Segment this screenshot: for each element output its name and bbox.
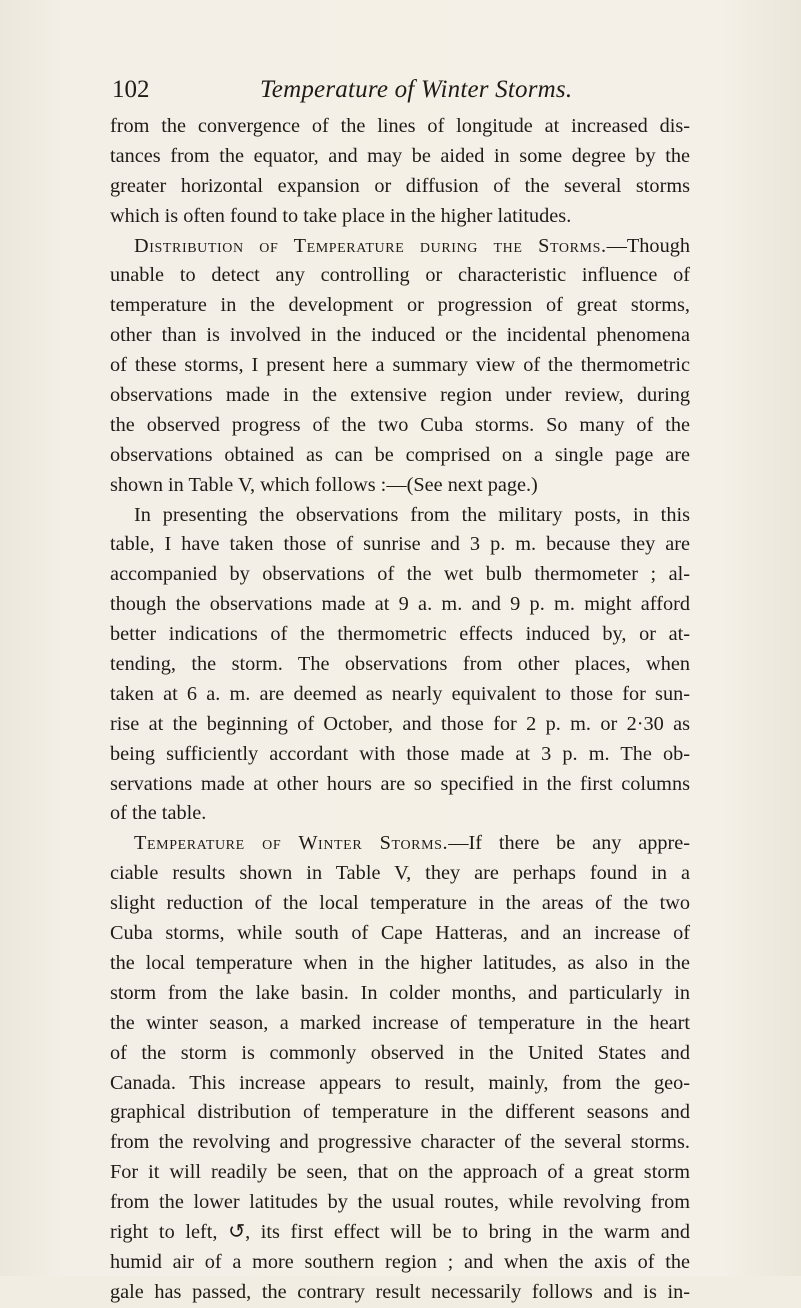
section-heading-distribution: Distribution of Temperature during the Storms. <box>134 234 607 257</box>
text-line: being sufficiently accordant with those made at 3 p. m. The ob- <box>110 742 690 765</box>
text-line: from the lower latitudes by the usual routes, while revolving from <box>110 1191 690 1214</box>
running-title: Temperature of Winter Storms. <box>260 76 573 103</box>
text-line: unable to detect any controlling or characteristic influence of <box>110 264 690 287</box>
text-line: greater horizontal expansion or diffusion of the several storms <box>110 174 690 197</box>
text-line: In presenting the observations from the military posts, in this <box>134 503 690 526</box>
page-header <box>112 76 712 106</box>
text-line: graphical distribution of temperature in the different seasons and <box>110 1101 690 1124</box>
text-line: of these storms, I present here a summary view of the thermometric <box>110 354 690 377</box>
text-line: better indications of the thermometric effects induced by, or at- <box>110 623 690 646</box>
text-line: observations made in the extensive region under review, during <box>110 384 690 407</box>
text-line: servations made at other hours are so specified in the first columns <box>110 772 690 795</box>
text-run: —Though <box>606 234 690 257</box>
text-line: the local temperature when in the higher latitudes, as also in the <box>110 951 690 974</box>
text-line: right to left, ↺, its first effect will be to bring in the warm and <box>110 1220 690 1243</box>
text-line: tances from the equator, and may be aided in some degree by the <box>110 144 690 167</box>
text-line: shown in Table V, which follows :—(See next page.) <box>110 473 538 496</box>
text-run: —If there be any appre- <box>448 832 690 855</box>
text-line: other than is involved in the induced or the incidental phenomena <box>110 324 690 347</box>
text-line: from the convergence of the lines of longitude at increased dis- <box>110 115 690 137</box>
text-line: table, I have taken those of sunrise and 3 p. m. because they are <box>110 533 690 556</box>
text-line: the winter season, a marked increase of temperature in the heart <box>110 1011 690 1034</box>
body-text <box>110 112 690 1308</box>
text-line: of the table. <box>110 802 207 825</box>
text-line: tending, the storm. The observations from other places, when <box>110 653 690 676</box>
text-line: temperature in the development or progression of great storms, <box>110 294 690 317</box>
text-line: which is often found to take place in the higher latitudes. <box>110 204 572 227</box>
section-heading-temperature: Temperature of Winter Storms. <box>134 832 449 855</box>
text-line: slight reduction of the local temperature in the areas of the two <box>110 892 690 915</box>
text-line: accompanied by observations of the wet bulb thermometer ; al- <box>110 563 690 586</box>
text-line: from the revolving and progressive character of the several storms. <box>110 1131 690 1154</box>
text-line: observations obtained as can be comprised on a single page are <box>110 443 690 466</box>
text-line: ciable results shown in Table V, they are perhaps found in a <box>110 862 690 885</box>
text-line: Canada. This increase appears to result, mainly, from the geo- <box>110 1071 690 1094</box>
text-line: the observed progress of the two Cuba storms. So many of the <box>110 413 690 436</box>
text-line: though the observations made at 9 a. m. and 9 p. m. might afford <box>110 593 690 616</box>
text-line: of the storm is commonly observed in the United States and <box>110 1041 690 1064</box>
text-line <box>110 232 690 262</box>
text-line: humid air of a more southern region ; and when the axis of the <box>110 1250 690 1273</box>
text-line: Cuba storms, while south of Cape Hatteras, and an increase of <box>110 922 690 945</box>
page-number: 102 <box>112 76 150 103</box>
text-line: taken at 6 a. m. are deemed as nearly equivalent to those for sun- <box>110 682 690 705</box>
text-line: rise at the beginning of October, and those for 2 p. m. or 2·30 as <box>110 712 690 735</box>
text-line: For it will readily be seen, that on the approach of a great storm <box>110 1161 690 1184</box>
text-line <box>110 829 690 859</box>
text-line: storm from the lake basin. In colder months, and particularly in <box>110 981 690 1004</box>
text-line: gale has passed, the contrary result necessarily follows and is in- <box>110 1280 690 1303</box>
